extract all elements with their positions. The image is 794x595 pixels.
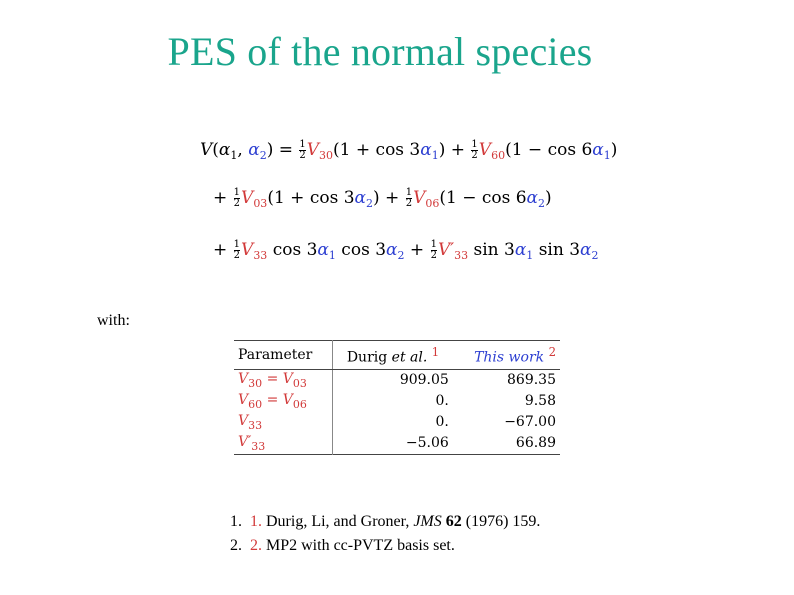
durig-value: 0. (435, 414, 449, 431)
durig-value: −5.06 (405, 435, 449, 452)
reference-item: 1. 1. Durig, Li, and Groner, JMS 62 (1976) 159. (230, 513, 541, 530)
param-cell: $V'_{33}$ (234, 433, 333, 455)
reference-item: 2. 2. MP2 with cc-PVTZ basis set. (230, 537, 455, 554)
durig-value: 909.05 (399, 372, 449, 389)
table-row (234, 433, 560, 455)
equation-line-2: + $\frac{1}{2}$ $V_{03}(1 + \cos 3\alpha_2)$ + $\frac{1}{2}$ $V_{06}(1 - \cos 6\alpha_2)$ (213, 187, 552, 210)
header-durig: Durig et al. $^1$ (333, 341, 453, 370)
header-parameter: Parameter (234, 341, 333, 370)
equation-line-3: + $\frac{1}{2}$ $V_{33}$ $\cos 3\alpha_1$ $\cos 3\alpha_2$ + $\frac{1}{2}$ $V'_{33}$ $\sin 3\alpha_1$ $\sin 3\alpha_2$ (213, 239, 599, 262)
with-label: with: (97, 312, 130, 329)
table-row (234, 369, 560, 391)
table-row (234, 412, 560, 433)
table-header-row (234, 341, 560, 370)
references-list (230, 512, 560, 560)
param-cell: $V_{60} = V_{06}$ (234, 391, 333, 412)
this-work-value: 9.58 (524, 393, 556, 410)
durig-value: 0. (435, 393, 449, 410)
page-title: PES of the normal species (167, 29, 593, 74)
parameter-table (234, 340, 560, 455)
ref-marker-1: 1 (431, 345, 440, 359)
table-row (234, 391, 560, 412)
this-work-value: 869.35 (507, 372, 556, 389)
param-cell: $V_{33}$ (234, 412, 333, 433)
header-this-work: This work $^2$ (453, 341, 560, 370)
this-work-value: −67.00 (504, 414, 556, 431)
param-cell: $V_{30} = V_{03}$ (234, 369, 333, 391)
equation-line-1: $V(\alpha_1$, $\alpha_2$) = $\frac{1}{2}$ $V_{30}(1 + \cos 3\alpha_1)$ + $\frac{1}{2}$ $V_{60}(1 - \cos 6\alpha_1)$ (200, 139, 618, 162)
this-work-value: 66.89 (515, 435, 556, 452)
ref-marker-2: 2 (548, 345, 556, 359)
